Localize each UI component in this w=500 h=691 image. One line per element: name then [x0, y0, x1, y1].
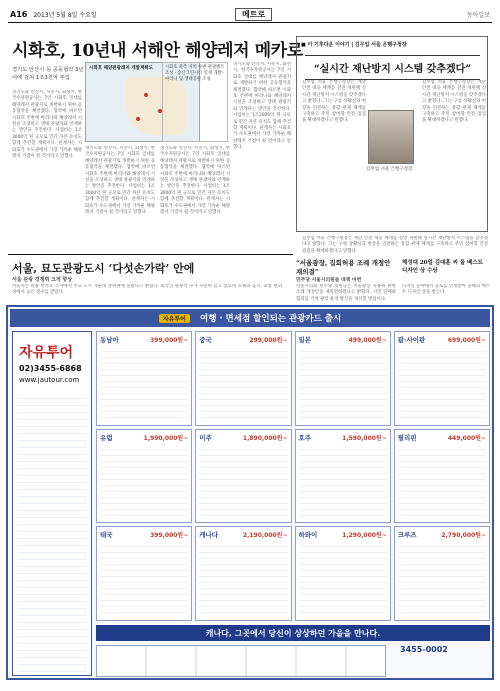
map-marker-icon	[136, 117, 140, 121]
package-details	[199, 541, 287, 617]
package-price: 1,890,000원~	[242, 434, 288, 442]
package-price: 499,000원~	[348, 337, 387, 344]
package-title: 태국	[100, 531, 113, 540]
package-title: 미주	[199, 433, 212, 442]
newspaper-name: 동아일보	[466, 11, 490, 19]
map-note-box: 시화호 북측 지역 수변 관광벨트 조성 · 송산그린시티 연계 개발 · 마리나 및 생태공원 조성	[162, 62, 228, 142]
package-details	[299, 444, 387, 520]
ad-package-grid	[96, 331, 490, 621]
package-price: 2,790,000원~	[441, 532, 486, 540]
interview-tag: ■ 이 기후다운 이야기 | 김무업 서울 은행구청장	[301, 42, 407, 48]
ad-brand: 자유투어	[19, 345, 74, 361]
plaza-subhead: 민주당 서울시의원들 대책 마련	[296, 278, 362, 283]
package-cell	[195, 331, 291, 426]
ad-slogan: 캐나다, 그곳에서 당신이 상상하던 가을을 만나다.	[96, 625, 490, 641]
package-title: 일본	[298, 336, 312, 344]
package-cell	[96, 526, 192, 621]
package-title: 하와이	[298, 531, 318, 540]
package-details	[100, 444, 188, 520]
interview-body-col2: 김무업 서울 은행구청장은 재난 안전 대응 체계를 전면 개편해 실시간 재난방지 시스템을 갖추겠다고 밝혔다. 그는 구청 상황실과 현장을 연결하는 통합 관제 체계를 구축하고 주민 참여형 안전 점검을 확대하겠다고 말했다.	[422, 80, 486, 124]
mid-rule	[8, 254, 293, 255]
ad-banner-text: 여행 · 면세점 할인되는 관광카드 출시	[199, 314, 342, 324]
header-rule	[8, 22, 492, 23]
ad-banner	[10, 309, 490, 327]
ad-bottom-offers	[96, 645, 386, 677]
interview-body-col1: 김무업 서울 은행구청장은 재난 안전 대응 체계를 전면 개편해 실시간 재난방지 시스템을 갖추겠다고 밝혔다. 그는 구청 상황실과 현장을 연결하는 통합 관제 체계를 구축하고 주민 참여형 안전 점검을 확대하겠다고 말했다.	[302, 80, 366, 124]
interview-body-col3: 김무업 서울 은행구청장은 재난 안전 대응 체계를 전면 개편해 실시간 재난방지 시스템을 갖추겠다고 밝혔다. 그는 구청 상황실과 현장을 연결하는 통합 관제 체계를 구축하고 주민 참여형 안전 점검을 확대하겠다고 말했다.	[302, 236, 488, 254]
seoul-tourism-subhead: 서울 관광 경쟁력 크게 향상	[12, 277, 73, 283]
package-details	[299, 541, 387, 617]
travel-advertisement	[6, 305, 494, 680]
package-details	[299, 346, 387, 422]
issue-date: 2013년 5월 8일 수요일	[33, 11, 97, 19]
main-body-col3: 경기도와 안산시, 시흥시, 화성시, 한국수자원공사는 7일 시화호 일대를 해양레저 관광지로 개발하기 위한 공동협약을 체결했다. 협약에 따르면 시화호 주변에 마리나와 해양레저 시설을 조성하고 생태 관광지와 연계하는 방안을 추진한다. 사업비는 1조3000억 원 규모로 민간 자본 유치도 함께 추진할 계획이다. 관계자는 시화호가 수도권에서 가장 가까운 해양레저 거점이 될 것이라고 말했다.	[160, 146, 230, 216]
package-cell	[295, 331, 391, 426]
package-price: 399,000원~	[150, 532, 189, 540]
package-cell	[195, 429, 291, 524]
package-cell	[394, 429, 490, 524]
page-number: A16	[10, 9, 28, 19]
section-title: 메트로	[235, 8, 272, 21]
package-title: 캐나다	[199, 531, 219, 540]
package-details	[199, 444, 287, 520]
main-body-col1: 경기도와 안산시, 시흥시, 화성시, 한국수자원공사는 7일 시화호 일대를 해양레저 관광지로 개발하기 위한 공동협약을 체결했다. 협약에 따르면 시화호 주변에 마리나와 해양레저 시설을 조성하고 생태 관광지와 연계하는 방안을 추진한다. 사업비는 1조3000억 원 규모로 민간 자본 유치도 함께 추진할 계획이다. 관계자는 시화호가 수도권에서 가장 가까운 해양레저 거점이 될 것이라고 말했다.	[12, 90, 82, 160]
map-label: 시화호 해양관광레저 개발계획도	[89, 66, 153, 71]
interview-photo	[368, 110, 414, 164]
main-body-col4: 경기도와 안산시, 시흥시, 화성시, 한국수자원공사는 7일 시화호 일대를 해양레저 관광지로 개발하기 위한 공동협약을 체결했다. 협약에 따르면 시화호 주변에 마리나와 해양레저 시설을 조성하고 생태 관광지와 연계하는 방안을 추진한다. 사업비는 1조3000억 원 규모로 민간 자본 유치도 함께 추진할 계획이다. 관계자는 시화호가 수도권에서 가장 가까운 해양레저 거점이 될 것이라고 말했다.	[233, 62, 291, 151]
main-headline: 시화호, 10년내 서해안 해양레저 메카로	[12, 41, 303, 61]
package-details	[398, 346, 486, 422]
package-cell	[195, 526, 291, 621]
package-cell	[394, 331, 490, 426]
package-price: 1,290,000원~	[342, 532, 387, 540]
ad-contact-number: 3455-0002	[400, 645, 448, 654]
interview-title: “실시간 재난방지 시스템 갖추겠다”	[305, 55, 480, 80]
package-title: 동남아	[100, 336, 119, 344]
package-details	[199, 346, 287, 422]
interview-caption: 김무업 서울 은행구청장	[366, 167, 413, 172]
package-title: 필리핀	[397, 433, 417, 442]
package-title: 호주	[298, 433, 312, 442]
package-title: 괌·사이판	[397, 336, 426, 344]
package-price: 2,190,000원~	[242, 532, 288, 540]
package-cell	[96, 429, 192, 524]
plaza-body: 서울시의회 민주당 의원들은 서울광장 사용에 관한 조례 개정안을 재의결하겠다고 밝혔다. 시민 단체와 협의를 거쳐 광장 운영 방식을 개선할 방침이다.	[296, 284, 396, 302]
ad-phone: 02)3455-6868	[19, 364, 82, 373]
plaza-headline: “서울광장, 집회허용 조례 개정안 재의결”	[296, 259, 391, 276]
package-cell	[295, 526, 391, 621]
ad-brand-panel	[12, 331, 92, 676]
package-price: 399,000원~	[150, 337, 189, 344]
package-details	[100, 346, 188, 422]
award-headline: 헤성대 20일 김대훈 씨 올 베스트 디자인 상 수상	[402, 260, 483, 274]
package-cell	[96, 331, 192, 426]
main-body-col2: 경기도와 안산시, 시흥시, 화성시, 한국수자원공사는 7일 시화호 일대를 해양레저 관광지로 개발하기 위한 공동협약을 체결했다. 협약에 따르면 시화호 주변에 마리나와 해양레저 시설을 조성하고 생태 관광지와 연계하는 방안을 추진한다. 사업비는 1조3000억 원 규모로 민간 자본 유치도 함께 추진할 계획이다. 관계자는 시화호가 수도권에서 가장 가까운 해양레저 거점이 될 것이라고 말했다.	[85, 146, 155, 216]
package-details	[398, 444, 486, 520]
seoul-tourism-body: 서울시는 관광 만족도 조사에서 주요 도시 가운데 상위권에 올랐다고 밝혔다. 외국인 관광객 수가 꾸준히 늘고 있으며 쇼핑과 음식, 교통 편의성에서 높은 점수를 받았다.	[12, 284, 282, 296]
package-title: 유럽	[100, 433, 113, 442]
package-title: 중국	[199, 336, 212, 344]
page-header	[10, 8, 490, 20]
ad-banner-logo: 자유투어	[159, 314, 190, 323]
package-price: 1,590,000원~	[342, 434, 387, 442]
award-body: 디자인 분야에서 공로를 인정받아 올해의 베스트 디자인 상을 받는다.	[402, 284, 490, 296]
main-subhead: 경기도·안산시 등 공동협약 3년여에 걸쳐 1조3천억 투입	[12, 67, 84, 81]
package-details	[398, 541, 486, 617]
package-details	[100, 541, 188, 617]
package-price: 449,000원~	[447, 434, 486, 442]
package-cell	[295, 429, 391, 524]
package-price: 699,000원~	[447, 337, 486, 344]
package-price: 299,000원~	[249, 337, 288, 344]
ad-website: www.jautour.com	[19, 376, 80, 384]
package-price: 1,990,000원~	[143, 434, 189, 442]
seoul-tourism-headline: 서울, 묘도관광도시 ‘다섯손가락’ 안에	[12, 262, 195, 275]
package-title: 크루즈	[397, 531, 417, 540]
map-marker-icon	[144, 93, 148, 97]
ad-fine-print	[17, 392, 87, 672]
package-cell	[394, 526, 490, 621]
